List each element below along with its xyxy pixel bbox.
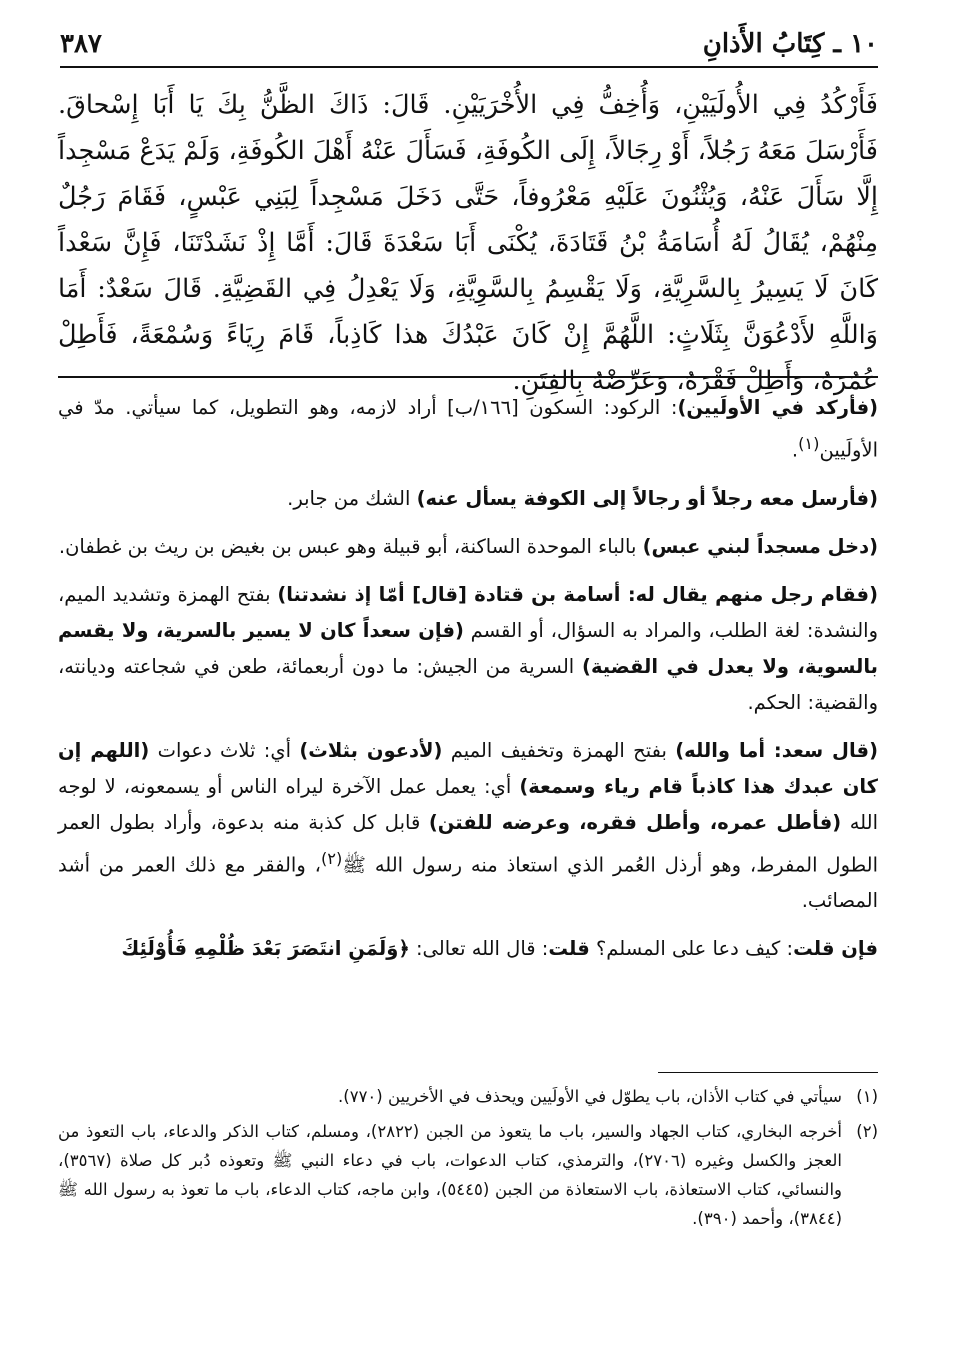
footnote-1 [58, 1082, 878, 1111]
commentary [58, 390, 878, 979]
gloss: : قال الله تعالى: [409, 937, 549, 960]
lemma: (دخل مسجداً لبني عبس) [642, 534, 878, 558]
gloss: بفتح الهمزة وتخفيف الميم [442, 738, 676, 762]
hadith-text [58, 82, 878, 404]
lemma: (اللهم إن كان عبدك هذا كاذباً قام رياء وسمعة) [58, 738, 878, 798]
commentary-paragraph-2 [58, 481, 878, 517]
footnote-number: (٢) [856, 1122, 878, 1141]
gloss: قابل كل كذبة منه بدعوة، وأراد بطول العمر الطول المفرط، وهو أرذل العُمر الذي استعاذ منه رسول الله ﷺ [58, 810, 878, 876]
hadith-paragraph: فَأَرْكُدُ فِي الأُولَيَيْنِ، وَأُخِفُّ فِي الأُخْرَيَيْنِ. قَالَ: ذَاكَ الظَّنُّ بِكَ يَا أَبَا إِسْحاقَ. فَأَرْسَلَ مَعَهُ رَجُلاً، أَوْ رِجَالاً، إِلَى الكُوفَةِ، فَسَأَلَ عَنْهُ أَهْلَ الكُوفَةِ، وَلَمْ يَدَعْ مَسْجِداً إِلَّا سَأَلَ عَنْهُ، وَيُثْنُونَ عَلَيْهِ مَعْرُوفاً، حَتَّى دَخَلَ مَسْجِداً لِبَنِي عَبْسٍ، فَقَامَ رَجُلٌ مِنْهُمْ، يُقَالُ لَهُ أُسَامَةُ بْنُ قَتَادَةَ، يُكْنَى أَبَا سَعْدَةَ قَالَ: أَمَّا إِذْ نَشَدْتَنَا، فَإِنَّ سَعْداً كَانَ لَا يَسِيرُ بِالسَّرِيَّةِ، وَلَا يَقْسِمُ بِالسَّوِيَّةِ، وَلَا يَعْدِلُ فِي القَضِيَّةِ. قَالَ سَعْدٌ: أَمَا وَاللَّهِ لأَدْعُوَنَّ بِثَلَاثٍ: اللَّهُمَّ إِنْ كَانَ عَبْدُكَ هذا كَاذِباً، قَامَ رِيَاءً وَسُمْعَةً، فَأَطِلْ عُمُرَهُ، وَأَطِلْ فَقْرَهُ، وَعَرِّضْهُ بِالفِتَنِ. [58, 90, 878, 396]
lemma: (فأطل عمره، وأطل فقره، وعرضه للفتن) [428, 810, 842, 834]
page-header [60, 22, 878, 68]
lemma: (فأرسل معه رجلاً أو رجالاً إلى الكوفة يسأل عنه) [416, 486, 878, 510]
gloss: الشك من جابر. [287, 486, 417, 510]
commentary-paragraph-6 [58, 931, 878, 967]
gloss-tail: ، والفقر مع ذلك العمر من أشد المصائب. [58, 853, 878, 912]
main-divider [58, 376, 878, 378]
commentary-paragraph-5 [58, 733, 878, 920]
footnote-divider [658, 1072, 878, 1073]
footnote-ref[interactable]: (٢) [320, 848, 343, 868]
gloss: : كيف دعا على المسلم؟ [589, 937, 794, 960]
gloss: أي: ثلاث دعوات [149, 738, 300, 762]
lemma: (لأدعون بثلاث) [299, 738, 443, 762]
gloss: بفتح الهمزة وتشديد الميم، والنشدة: لغة الطلب، والمراد به السؤال، أو القسم [58, 582, 879, 642]
commentary-paragraph-3 [58, 529, 878, 565]
lemma: (فإن سعداً كان لا يسير بالسرية، ولا يقسم بالسوية، ولا يعدل في القضية) [58, 618, 879, 678]
lemma: (فقام رجل منهم يقال له: أسامة بن قتادة [قال] أمّا إذ نشدتنا) [277, 582, 878, 606]
gloss: بالباء الموحدة الساكنة، أبو قبيلة وهو عبس بن بغيض بن ريث بن غطفان. [58, 534, 643, 558]
footnote-number: (١) [856, 1087, 878, 1106]
running-title: ١٠ ـ كِتَابُ الأَذانِ [702, 29, 878, 59]
gloss: السرية من الجيش: ما دون أربعمائة، طعن في شجاعته وديانته، والقضية: الحكم. [58, 654, 878, 714]
lemma: (قال سعد: أما والله) [675, 738, 878, 762]
footnote-text: أخرجه البخاري، كتاب الجهاد والسير، باب ما يتعوذ من الجبن (٢٨٢٢)، ومسلم، كتاب الذكر والدعاء، باب التعوذ من العجز والكسل وغيره (٢٧٠٦)، والترمذي، كتاب الدعوات، باب في دعاء النبي ﷺ وتعوذه دُبر كل صلاة (٣٥٦٧)، والنسائي، كتاب الاستعاذة، باب الاستعاذة من الجبن (٥٤٤٥)، وابن ماجه، كتاب الدعاء، باب ما تعوذ به رسول الله ﷺ (٣٨٤٤)، وأحمد (٣٩٠). [58, 1122, 843, 1228]
commentary-paragraph-4 [58, 577, 878, 721]
commentary-paragraph-1 [58, 390, 878, 469]
lemma: قلت [548, 937, 590, 960]
lemma: فإن قلت [793, 937, 878, 960]
footnote-ref[interactable]: (١) [798, 434, 820, 453]
quran-verse: ﴿وَلَمَنِ انتَصَرَ بَعْدَ ظُلْمِهِ فَأُوْلَئِكَ [121, 937, 410, 960]
footnote-2 [58, 1117, 878, 1233]
gloss: أي: يعمل عمل الآخرة ليراه الناس أو يسمعونه، لا لوجه الله [58, 774, 878, 834]
lemma: (فأركد في الأولَيين) [677, 396, 878, 419]
footnote-text: سيأتي في كتاب الأذان، باب يطوّل في الأولَيين ويحذف في الأخريين (٧٧٠). [338, 1087, 842, 1106]
gloss-tail: . [791, 438, 799, 462]
footnotes [58, 1082, 878, 1239]
page-number: ٣٨٧ [60, 29, 102, 59]
gloss: : الركود: السكون [١٦٦/ب] أراد لازمه، وهو التطويل، كما سيأتي. مدّ في الأولَيين [58, 396, 878, 462]
